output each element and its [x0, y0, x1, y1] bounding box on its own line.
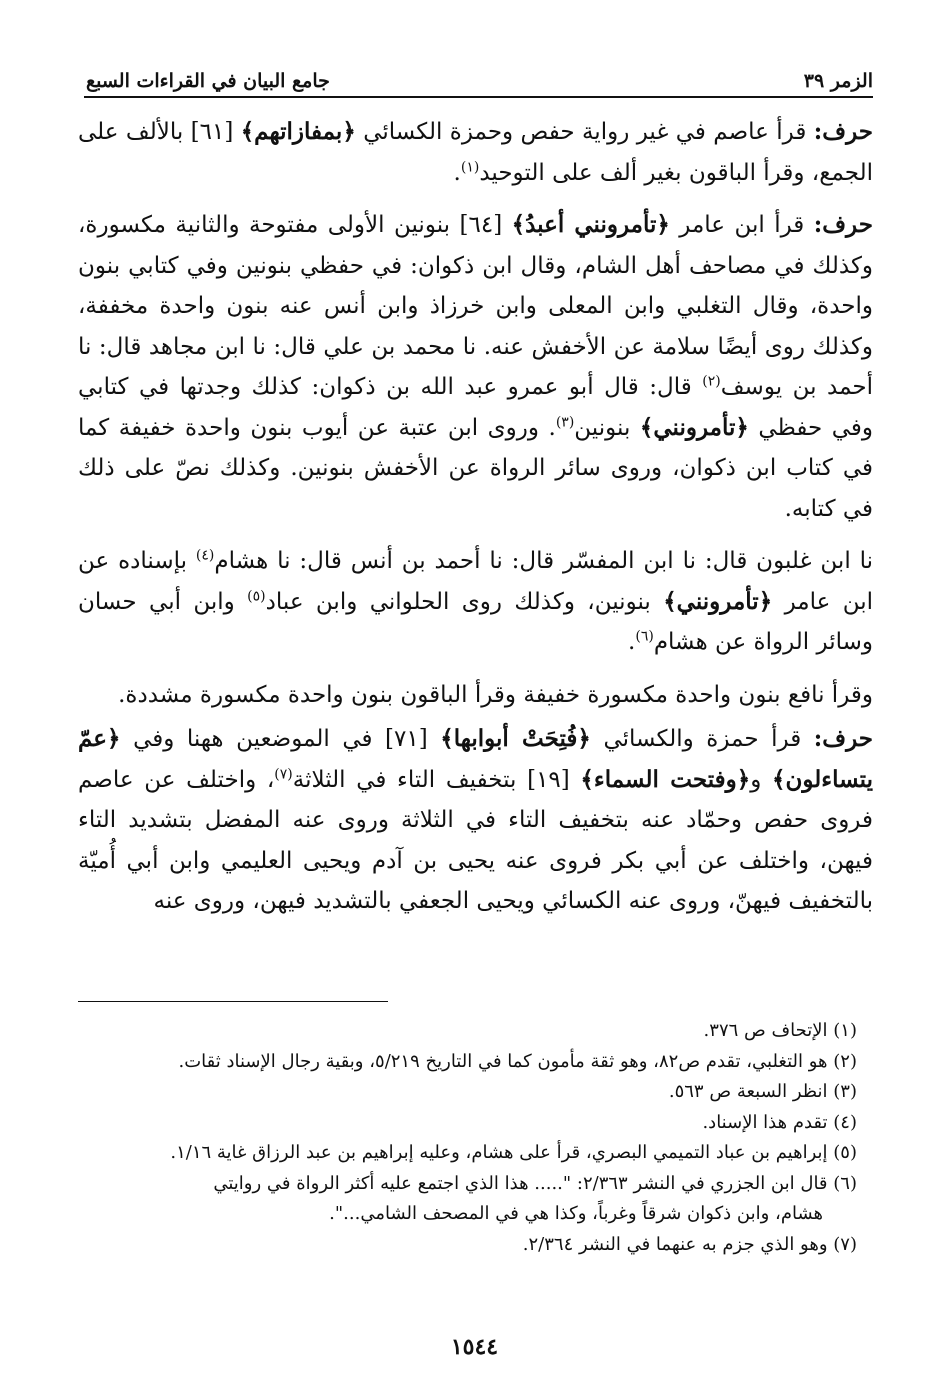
paragraph-3 — [78, 541, 873, 663]
footnote-ref[interactable]: (٦) — [635, 628, 654, 645]
footnote-ref[interactable]: (١) — [460, 158, 480, 175]
paragraph-2 — [78, 205, 873, 529]
text: وقرأ نافع بنون واحدة مكسورة خفيفة وقرأ الباقون بنون واحدة مكسورة مشددة. — [118, 681, 873, 708]
footnote-4: (٤) تقدم هذا الإسناد. — [702, 1111, 857, 1133]
text: . وروى ابن عتبة عن أيوب بنون واحدة خفيفة كما في كتاب ابن ذكوان، وروى سائر الرواة عن الأخفش بنونين. وكذلك نصّ على ذلك في كتابه. — [78, 414, 873, 522]
quran-word: ﴿عمّ يتساءلون﴾ — [78, 725, 873, 793]
text: بإسناده عن ابن عامر — [78, 548, 873, 615]
text: ، واختلف عن عاصم فروى حفص وحمّاد عنه بتخفيف التاء في الثلاثة وروى عنه المفضل بتشديد التاء فيهن، واختلف عن أبي بكر فروى عنه يحيى بن آدم ويحيى العليمي وابن أبي أُميّة بالتخفيف فيهنّ، وروى عنه الكسائي ويحيى الجعفي بالتشديد فيهن، وروى عنه — [78, 766, 873, 914]
quran-word: ﴿تأمرونني أعبدُ﴾ — [511, 211, 670, 238]
chapter-heading: الزمر ٣٩ — [803, 70, 873, 92]
text: . — [453, 159, 461, 186]
paragraph-5 — [78, 719, 873, 922]
footnote-ref[interactable]: (٥) — [247, 587, 266, 604]
text: قرأ حمزة والكسائي — [590, 726, 814, 752]
footnote-5: (٥) إبراهيم بن عباد التميمي البصري، قرأ على هشام، وعليه إبراهيم بن عبد الرزاق غاية ١/١٦. — [170, 1142, 857, 1163]
paragraph-1 — [78, 112, 873, 193]
text: قال: قال أبو عمرو عبد الله بن ذكوان: كذلك وجدتها في كتابي وفي حفظي — [78, 374, 874, 441]
main-text — [78, 112, 873, 922]
harf-label: حرف: — [813, 118, 873, 145]
footnote-ref[interactable]: (٢) — [702, 373, 721, 390]
text: [١٩] بتخفيف التاء في الثلاثة — [292, 766, 581, 793]
text: بنونين — [574, 414, 640, 441]
quran-word: ﴿تأمرونني﴾ — [639, 413, 749, 441]
harf-label: حرف: — [813, 725, 873, 752]
text: [٦١] بالألف على الجمع، وقرأ الباقون بغير ألف على التوحيد — [78, 119, 873, 186]
paragraph-4 — [78, 675, 873, 716]
quran-word: ﴿وفتحت السماء﴾ — [580, 765, 751, 793]
footnote-ref[interactable]: (٧) — [274, 765, 293, 782]
header-rule — [84, 96, 873, 98]
text: [٧١] في الموضعين ههنا وفي — [120, 726, 441, 752]
footnote-ref[interactable]: (٣) — [555, 413, 575, 430]
text: وابن أبي حسان وسائر الرواة عن هشام — [78, 588, 873, 655]
footnote-2: (٢) هو التغلبي، تقدم ص٨٢، وهو ثقة مأمون كما في التاريخ ٥/٢١٩، وبقية رجال الإسناد ثقات. — [178, 1050, 857, 1072]
text: . — [628, 629, 636, 655]
footnote-1: (١) الإتحاف ص ٣٧٦. — [703, 1020, 857, 1041]
text: نا ابن غلبون قال: نا ابن المفسّر قال: نا أحمد بن أنس قال: نا هشام — [214, 548, 873, 574]
footnote-6-continued — [78, 1199, 857, 1230]
text: و — [750, 766, 773, 793]
running-header — [86, 62, 873, 92]
text: قرأ عاصم في غير رواية حفص وحمزة الكسائي — [355, 119, 814, 145]
quran-word: ﴿تأمرونني﴾ — [663, 587, 773, 615]
page-number: ١٥٤٤ — [450, 1334, 499, 1360]
footnote-ref[interactable]: (٤) — [195, 547, 215, 564]
footnote-separator — [78, 1001, 388, 1002]
harf-label: حرف: — [813, 211, 873, 238]
footnote-6-line-2: هشام، وابن ذكوان شرقاً وغرباً، وكذا هي في المصحف الشامي...". — [329, 1203, 823, 1224]
footnote-3: (٣) انظر السبعة ص ٥٦٣. — [668, 1081, 857, 1102]
quran-word: ﴿بمفازاتهم﴾ — [240, 118, 356, 145]
footnote-6: (٦) قال ابن الجزري في النشر ٢/٣٦٣: "..... هذا الذي اجتمع عليه أكثر الرواة في روايتي — [213, 1172, 857, 1194]
text: قرأ ابن عامر — [669, 212, 814, 238]
footnote-7: (٧) وهو الذي جزم به عنهما في النشر ٢/٣٦٤. — [522, 1233, 857, 1255]
text: بنونين، وكذلك روى الحلواني وابن عباد — [265, 588, 664, 615]
text: [٦٤] بنونين الأولى مفتوحة والثانية مكسورة، وكذلك في مصاحف أهل الشام، وقال ابن ذكوان: في حفظي بنونين وفي كتابي بنون واحدة، وقال التغلبي وابن المعلى وابن خرزاذ وابن أنس عنه بنون واحدة مخففة، وكذلك روى أيضًا سلامة عن الأخفش عنه. نا محمد بن علي قال: نا ابن مجاهد قال: نا أحمد بن يوسف — [78, 212, 874, 400]
quran-word: ﴿فُتِحَتْ أبوابها﴾ — [440, 725, 591, 752]
book-title: جامع البيان في القراءات السبع — [86, 70, 330, 92]
footnotes — [78, 1016, 857, 1260]
